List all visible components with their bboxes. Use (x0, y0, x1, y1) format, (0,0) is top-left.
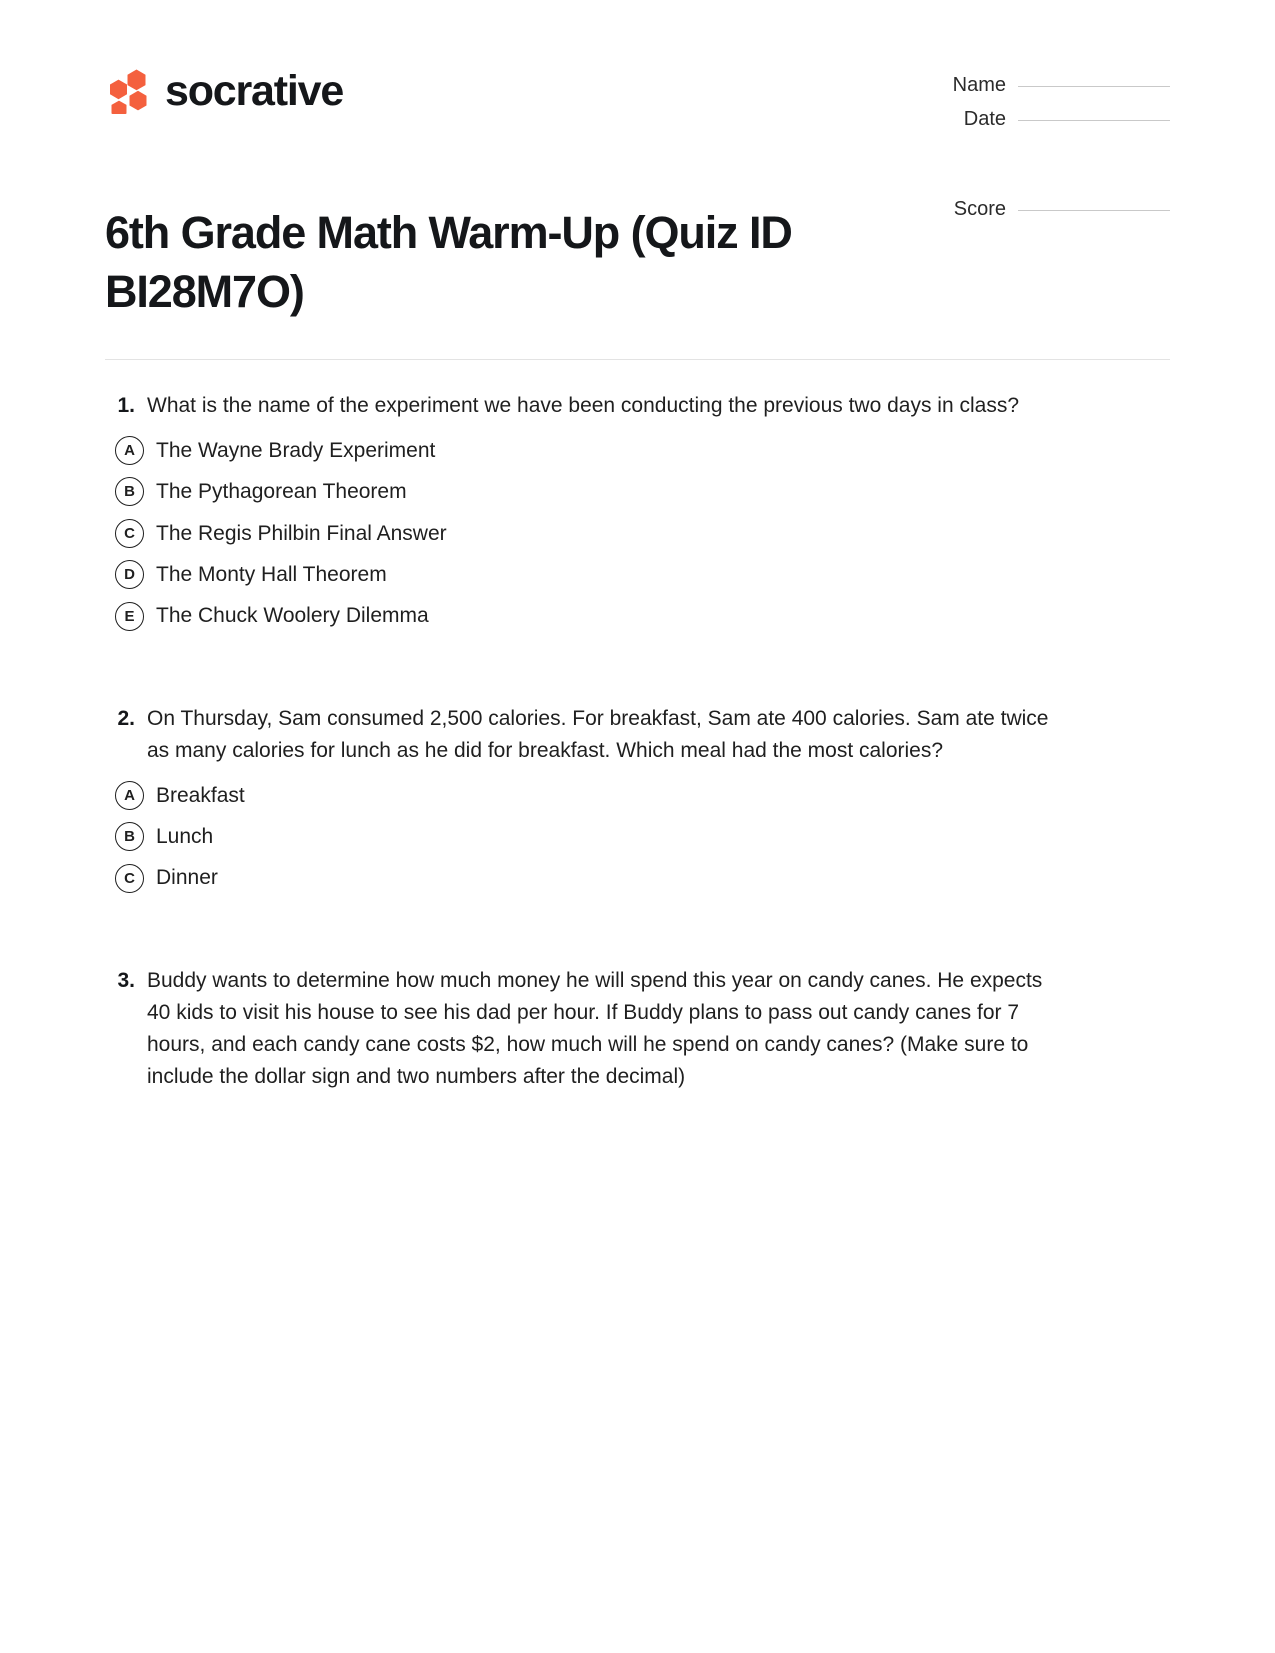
choice-label: Lunch (156, 825, 214, 849)
answer-choice[interactable] (105, 436, 1170, 465)
answer-choices (105, 781, 1170, 893)
answer-choice[interactable] (105, 560, 1170, 589)
question-number: 1. (117, 394, 135, 417)
score-field-row (927, 198, 1170, 221)
choice-bubble-a[interactable]: A (115, 436, 144, 465)
question-text: On Thursday, Sam consumed 2,500 calories. For breakfast, Sam ate 400 calories. Sam ate twice as many calories for lunch as he did for breakfast. Which meal had the most calories? (147, 706, 1049, 762)
choice-bubble-c[interactable]: C (115, 519, 144, 548)
choice-bubble-e[interactable]: E (115, 602, 144, 631)
question-header (105, 390, 1170, 422)
brand-name: socrative (165, 66, 344, 115)
student-meta-fields (927, 74, 1170, 232)
choice-bubble-c[interactable]: C (115, 864, 144, 893)
answer-choice[interactable] (105, 601, 1170, 630)
answer-choices (105, 436, 1170, 631)
choice-label: Dinner (156, 866, 218, 890)
date-field-row (927, 108, 1170, 131)
page-title: 6th Grade Math Warm-Up (Quiz ID BI28M7O) (105, 207, 792, 317)
name-field-label: Name (952, 74, 1006, 96)
question-text: What is the name of the experiment we have been conducting the previous two days in class? (147, 394, 1019, 417)
name-field-row (927, 74, 1170, 97)
score-field-line[interactable] (1018, 210, 1170, 211)
answer-choice[interactable] (105, 781, 1170, 810)
date-field-line[interactable] (1018, 120, 1170, 121)
questions-list (0, 360, 1275, 1092)
choice-label: Breakfast (156, 783, 245, 807)
choice-label: The Monty Hall Theorem (156, 563, 387, 587)
question-header (105, 965, 1170, 1093)
choice-label: The Regis Philbin Final Answer (156, 521, 447, 545)
question-number: 3. (117, 968, 135, 992)
socrative-hexagon-logo-icon (105, 68, 151, 114)
question-item (105, 703, 1170, 893)
choice-label: The Pythagorean Theorem (156, 480, 407, 504)
answer-choice[interactable] (105, 863, 1170, 892)
name-field-line[interactable] (1018, 86, 1170, 87)
question-text: Buddy wants to determine how much money he will spend this year on candy canes. He expects 40 kids to visit his house to see his dad per hour. If Buddy plans to pass out candy canes for 7 hours, and each candy cane costs $2, how much will he spend on candy canes? (Make sure to include the dollar sign and two numbers after the decimal) (147, 968, 1043, 1088)
choice-bubble-a[interactable]: A (115, 781, 144, 810)
choice-bubble-d[interactable]: D (115, 560, 144, 589)
answer-choice[interactable] (105, 477, 1170, 506)
question-item (105, 390, 1170, 631)
answer-choice[interactable] (105, 519, 1170, 548)
question-item (105, 965, 1170, 1093)
question-spacer (105, 677, 1170, 703)
choice-bubble-b[interactable]: B (115, 822, 144, 851)
question-header (105, 703, 1170, 767)
date-field-label: Date (963, 108, 1006, 130)
score-field-label: Score (953, 198, 1006, 220)
choice-label: The Wayne Brady Experiment (156, 438, 436, 462)
choice-bubble-b[interactable]: B (115, 477, 144, 506)
choice-label: The Chuck Woolery Dilemma (156, 604, 429, 628)
page-header (0, 0, 1275, 232)
socrative-logo (105, 68, 343, 114)
question-number: 2. (117, 706, 135, 730)
answer-choice[interactable] (105, 822, 1170, 851)
question-spacer (105, 939, 1170, 965)
